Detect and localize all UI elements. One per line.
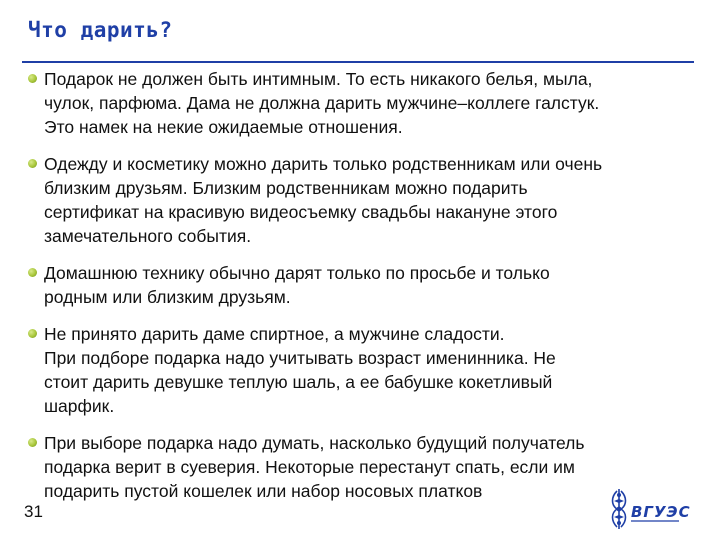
bullet-text-line: При подборе подарка надо учитывать возраст именинника. Не xyxy=(44,348,556,368)
bullet-text-line: Подарок не должен быть интимным. То есть никакого белья, мыла, xyxy=(44,69,593,89)
bullet-text-line: Домашнюю технику обычно дарят только по просьбе и только xyxy=(44,263,550,283)
bullet-dot-icon xyxy=(28,329,37,338)
title-divider xyxy=(22,61,694,63)
bullet-item xyxy=(24,67,694,139)
bullet-text-line: подарка верит в суеверия. Некоторые перестанут спать, если им xyxy=(44,457,575,477)
bullet-text-line: Одежду и косметику можно дарить только родственникам или очень xyxy=(44,154,603,174)
bullet-text-line: подарить пустой кошелек или набор носовых платков xyxy=(44,481,483,501)
bullet-text-line: замечательного события. xyxy=(44,226,252,246)
bullet-text-line: близким друзьям. Близким родственникам можно подарить xyxy=(44,178,528,198)
bullet-list xyxy=(24,67,694,503)
bullet-text-line: Не принято дарить даме спиртное, а мужчине сладости. xyxy=(44,324,505,344)
svg-text:ВГУЭС: ВГУЭС xyxy=(631,503,691,521)
bullet-text-line: стоит дарить девушке теплую шаль, а ее бабушке кокетливый xyxy=(44,372,553,392)
bullet-text-line: шарфик. xyxy=(44,396,115,416)
bullet-text-line: сертификат на красивую видеосъемку свадьбы накануне этого xyxy=(44,202,558,222)
bullet-item xyxy=(24,322,694,418)
bullet-text-line: чулок, парфюма. Дама не должна дарить мужчине–коллеге галстук. xyxy=(44,93,600,113)
bullet-item xyxy=(24,261,694,309)
bullet-text-line: родным или близким друзьям. xyxy=(44,287,291,307)
university-logo-icon xyxy=(605,485,691,533)
bullet-dot-icon xyxy=(28,159,37,168)
bullet-dot-icon xyxy=(28,74,37,83)
bullet-text-line: При выборе подарка надо думать, насколько будущий получатель xyxy=(44,433,585,453)
page-number: 31 xyxy=(24,502,43,521)
bullet-item xyxy=(24,152,694,248)
bullet-dot-icon xyxy=(28,438,37,447)
slide-title: Что дарить? xyxy=(28,18,173,42)
bullet-text-line: Это намек на некие ожидаемые отношения. xyxy=(44,117,403,137)
bullet-dot-icon xyxy=(28,268,37,277)
bullet-item xyxy=(24,431,694,503)
